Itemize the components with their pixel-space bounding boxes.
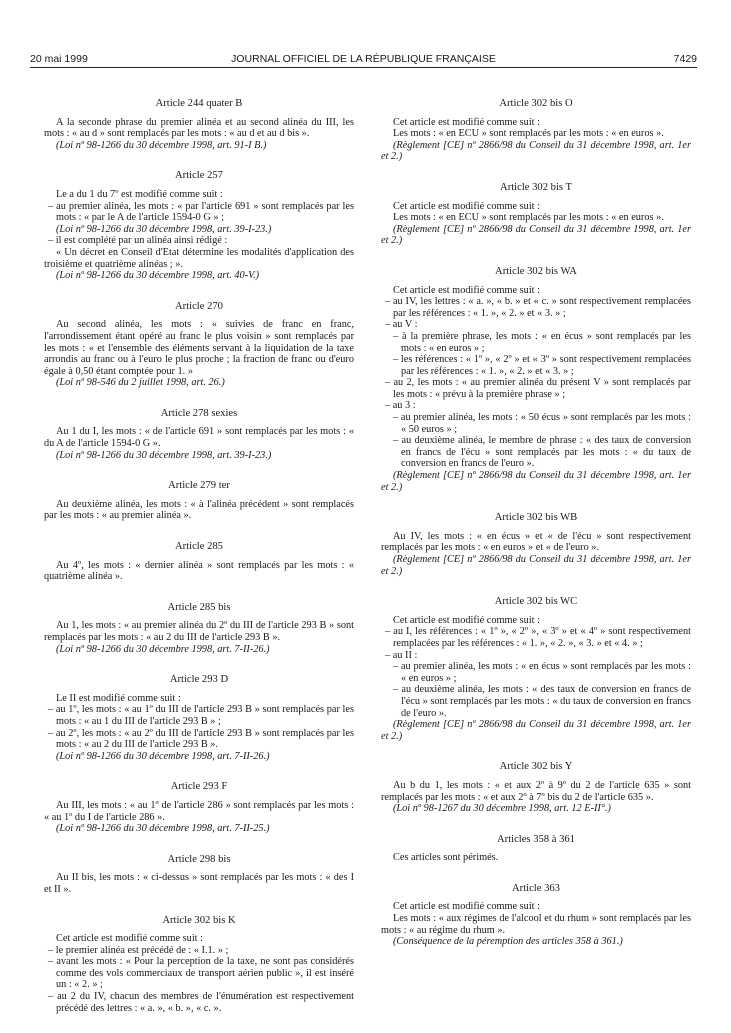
article-heading: Article 363 xyxy=(512,882,560,894)
sub-list-item: – les références : « 1º », « 2º » et « 3º » sont respectivement remplacées par les références : « 1. », « 2. » et « 3. » ; xyxy=(393,354,691,377)
article-section xyxy=(44,541,354,583)
list-item: – au 3 : xyxy=(385,400,416,412)
list-item: – au II : xyxy=(385,649,418,661)
sub-list-item: – à la première phrase, les mots : « en écus » sont remplacés par les mots : « en euros » ; xyxy=(393,330,691,354)
sub-list-item: – au premier alinéa, les mots : « en écus » sont remplacés par les mots : « en euros » ; xyxy=(393,661,691,684)
article-section xyxy=(381,596,691,742)
paragraph: Cet article est modifié comme suit : xyxy=(393,614,540,626)
paragraph: Au III, les mots : « au 1º de l'article 286 » sont remplacés par les mots : « au 1º du I de l'article 286 ». xyxy=(44,799,354,823)
legal-reference: (Règlement [CE] nº 2866/98 du Conseil du 31 décembre 1998, art. 1er et 2.) xyxy=(381,139,691,163)
paragraph: Au deuxième alinéa, les mots : « à l'alinéa précédent » sont remplacés par les mots : « au premier alinéa ». xyxy=(44,498,354,522)
article-section xyxy=(44,98,354,151)
list-item: – au 2, les mots : « au premier alinéa du présent V » sont remplacés par les mots : « prévu à la première phrase » ; xyxy=(385,377,691,400)
page-header xyxy=(30,53,697,67)
legal-reference: (Règlement [CE] nº 2866/98 du Conseil du 31 décembre 1998, art. 1er et 2.) xyxy=(381,470,691,493)
paragraph: Cet article est modifié comme suit : xyxy=(393,901,540,913)
paragraph: Au 4º, les mots : « dernier alinéa » sont remplacés par les mots : « quatrième alinéa ». xyxy=(44,559,354,583)
list-item: – au IV, les lettres : « a. », « b. » et « c. » sont respectivement remplacées par les références : « 1. », « 2. » et « 3. » ; xyxy=(385,296,691,319)
article-heading: Article 293 F xyxy=(170,781,228,793)
paragraph: Ces articles sont périmés. xyxy=(393,852,499,864)
article-heading: Article 244 quater B xyxy=(155,98,243,109)
article-heading: Article 285 bis xyxy=(167,601,231,613)
legal-reference: (Règlement [CE] nº 2866/98 du Conseil du 31 décembre 1998, art. 1er et 2.) xyxy=(381,719,691,742)
list-item: – au premier alinéa, les mots : « par l'article 691 » sont remplacés par les mots : « par le A de l'article 1594-0 G » ; xyxy=(48,200,354,224)
legal-reference: (Loi nº 98-1266 du 30 décembre 1998, art. 39-I-23.) xyxy=(56,449,272,461)
paragraph: Les mots : « en ECU » sont remplacés par les mots : « en euros ». xyxy=(393,212,664,224)
article-heading: Article 302 bis O xyxy=(499,98,573,109)
legal-reference: (Règlement [CE] nº 2866/98 du Conseil du 31 décembre 1998, art. 1er et 2.) xyxy=(381,554,691,577)
paragraph: Cet article est modifié comme suit : xyxy=(393,284,540,296)
legal-reference: (Loi nº 98-1266 du 30 décembre 1998, art. 40-V.) xyxy=(56,270,260,282)
article-section xyxy=(44,301,354,389)
article-section xyxy=(44,915,354,1015)
article-heading: Article 302 bis WB xyxy=(494,512,578,524)
legal-reference: (Loi nº 98-1266 du 30 décembre 1998, art. 91-I B.) xyxy=(56,139,267,151)
paragraph: Les mots : « en ECU » sont remplacés par les mots : « en euros ». xyxy=(393,128,664,140)
article-section xyxy=(381,182,691,247)
article-heading: Article 279 ter xyxy=(168,480,230,492)
sub-list-item: – au deuxième alinéa, le membre de phrase : « des taux de conversion en francs de l'écu » sont remplacés par les mots : « du taux de conversion en francs de l'euro ». xyxy=(393,435,691,470)
article-section xyxy=(381,834,691,864)
article-heading: Article 302 bis K xyxy=(162,914,236,926)
article-section xyxy=(381,98,691,163)
article-heading: Article 302 bis WC xyxy=(494,596,578,608)
paragraph: Cet article est modifié comme suit : xyxy=(56,933,203,945)
paragraph: A la seconde phrase du premier alinéa et au second alinéa du III, les mots : « au d » sont remplacés par les mots : « au d et au d bis ». xyxy=(44,116,354,140)
article-section xyxy=(381,266,691,493)
header-page-number: 7429 xyxy=(673,53,697,65)
paragraph: Au b du 1, les mots : « et aux 2º à 9º du 2 de l'article 635 » sont remplacés par les mots : « et aux 2º à 7º bis du 2 de l'article 635 ». xyxy=(381,779,691,803)
paragraph: Au 1, les mots : « au premier alinéa du 2º du III de l'article 293 B » sont remplacés par les mots : « au 2 du III de l'article 293 B ». xyxy=(44,620,354,643)
paragraph: Cet article est modifié comme suit : xyxy=(393,200,540,212)
paragraph: « Un décret en Conseil d'Etat détermine les modalités d'application des troisième et quatrième alinéas ; ». xyxy=(44,246,354,270)
sub-list-item: – au premier alinéa, les mots : « 50 écus » sont remplacés par les mots : « 50 euros » ; xyxy=(393,412,691,435)
paragraph: Au IV, les mots : « en écus » et « de l'écu » sont respectivement remplacés par les mots : « en euros » et « de l'euro ». xyxy=(381,530,691,554)
article-section xyxy=(44,480,354,522)
legal-reference: (Loi nº 98-1267 du 30 décembre 1998, art. 12 E-II°.) xyxy=(393,803,611,815)
article-heading: Article 298 bis xyxy=(167,853,231,865)
list-item: – le premier alinéa est précédé de : « I.1. » ; xyxy=(48,944,229,956)
paragraph: Au 1 du I, les mots : « de l'article 691 » sont remplacés par les mots : « du A de l'article 1594-0 G ». xyxy=(44,426,354,450)
article-heading: Article 270 xyxy=(175,300,223,312)
article-heading: Article 285 xyxy=(175,541,223,553)
list-item: – au 2º, les mots : « au 2º du III de l'article 293 B » sont remplacés par les mots : « au 2 du III de l'article 293 B ». xyxy=(48,727,354,751)
article-section xyxy=(44,170,354,281)
paragraph: Au II bis, les mots : « ci-dessus » sont remplacés par les mots : « des I et II ». xyxy=(44,872,354,895)
list-item: – au 2 du IV, chacun des membres de l'énumération est respectivement précédé des lettres : « a. », « b. », « c. ». xyxy=(48,991,354,1014)
header-rule xyxy=(30,67,697,68)
legal-reference: (Loi nº 98-546 du 2 juillet 1998, art. 26.) xyxy=(56,377,225,389)
article-heading: Articles 358 à 361 xyxy=(497,833,575,845)
header-date: 20 mai 1999 xyxy=(30,53,88,65)
article-section xyxy=(44,674,354,762)
article-section xyxy=(381,883,691,948)
paragraph: Cet article est modifié comme suit : xyxy=(393,116,540,128)
article-section xyxy=(44,781,354,834)
left-column xyxy=(44,98,354,1033)
article-section xyxy=(44,854,354,896)
paragraph: Les mots : « aux régimes de l'alcool et du rhum » sont remplacés par les mots : « au régime du rhum ». xyxy=(381,913,691,936)
article-section xyxy=(44,602,354,655)
legal-reference: (Loi nº 98-1266 du 30 décembre 1998, art. 39-I-23.) xyxy=(56,223,272,235)
list-item: – au 1º, les mots : « au 1º du III de l'article 293 B » sont remplacés par les mots : « au 1 du III de l'article 293 B » ; xyxy=(48,704,354,727)
legal-reference: (Loi nº 98-1266 du 30 décembre 1998, art. 7-II-25.) xyxy=(56,823,270,835)
legal-reference: (Conséquence de la péremption des articles 358 à 361.) xyxy=(393,936,623,948)
list-item: – avant les mots : « Pour la perception de la taxe, ne sont pas considérés comme des vols commerciaux de transport aérien public », il est inséré un : « 2. » ; xyxy=(48,956,354,991)
paragraph: Au second alinéa, les mots : « suivies de franc en franc, l'arrondissement étant opéré au franc le plus voisin » sont remplacés par les mots : « et l'ensemble des éléments servant à la liquidation de la taxe arrondis au franc ou à l'euro le plus proche ; la fraction de franc ou d'euro égale à 0,50 étant comptée pour 1. » xyxy=(44,319,354,377)
article-heading: Article 302 bis WA xyxy=(495,265,577,277)
header-journal-title: JOURNAL OFFICIEL DE LA RÉPUBLIQUE FRANÇAISE xyxy=(231,53,496,65)
legal-reference: (Loi nº 98-1266 du 30 décembre 1998, art. 7-II-26.) xyxy=(56,643,270,655)
article-section xyxy=(44,408,354,461)
list-item: – il est complété par un alinéa ainsi rédigé : xyxy=(48,235,228,247)
paragraph: Le II est modifié comme suit : xyxy=(56,692,181,704)
sub-list-item: – au deuxième alinéa, les mots : « des taux de conversion en francs de l'écu » sont remplacés par les mots : « du taux de conversion en francs de l'euro ». xyxy=(393,684,691,719)
article-heading: Article 293 D xyxy=(169,674,229,686)
paragraph: Le a du 1 du 7º est modifié comme suit : xyxy=(56,188,223,200)
article-heading: Article 302 bis Y xyxy=(499,761,573,773)
article-section xyxy=(381,761,691,814)
right-column xyxy=(381,98,691,967)
list-item: – au I, les références : « 1º », « 2º », « 3º » et « 4º » sont respectivement remplacées par les références : « 1. », « 2. », « 3. » et « 4. » ; xyxy=(385,626,691,649)
article-section xyxy=(381,512,691,577)
article-heading: Article 278 sexies xyxy=(160,407,238,419)
article-heading: Article 302 bis T xyxy=(500,181,572,193)
legal-reference: (Loi nº 98-1266 du 30 décembre 1998, art. 7-II-26.) xyxy=(56,750,270,762)
legal-reference: (Règlement [CE] nº 2866/98 du Conseil du 31 décembre 1998, art. 1er et 2.) xyxy=(381,223,691,247)
list-item: – au V : xyxy=(385,319,418,331)
article-heading: Article 257 xyxy=(175,170,223,182)
